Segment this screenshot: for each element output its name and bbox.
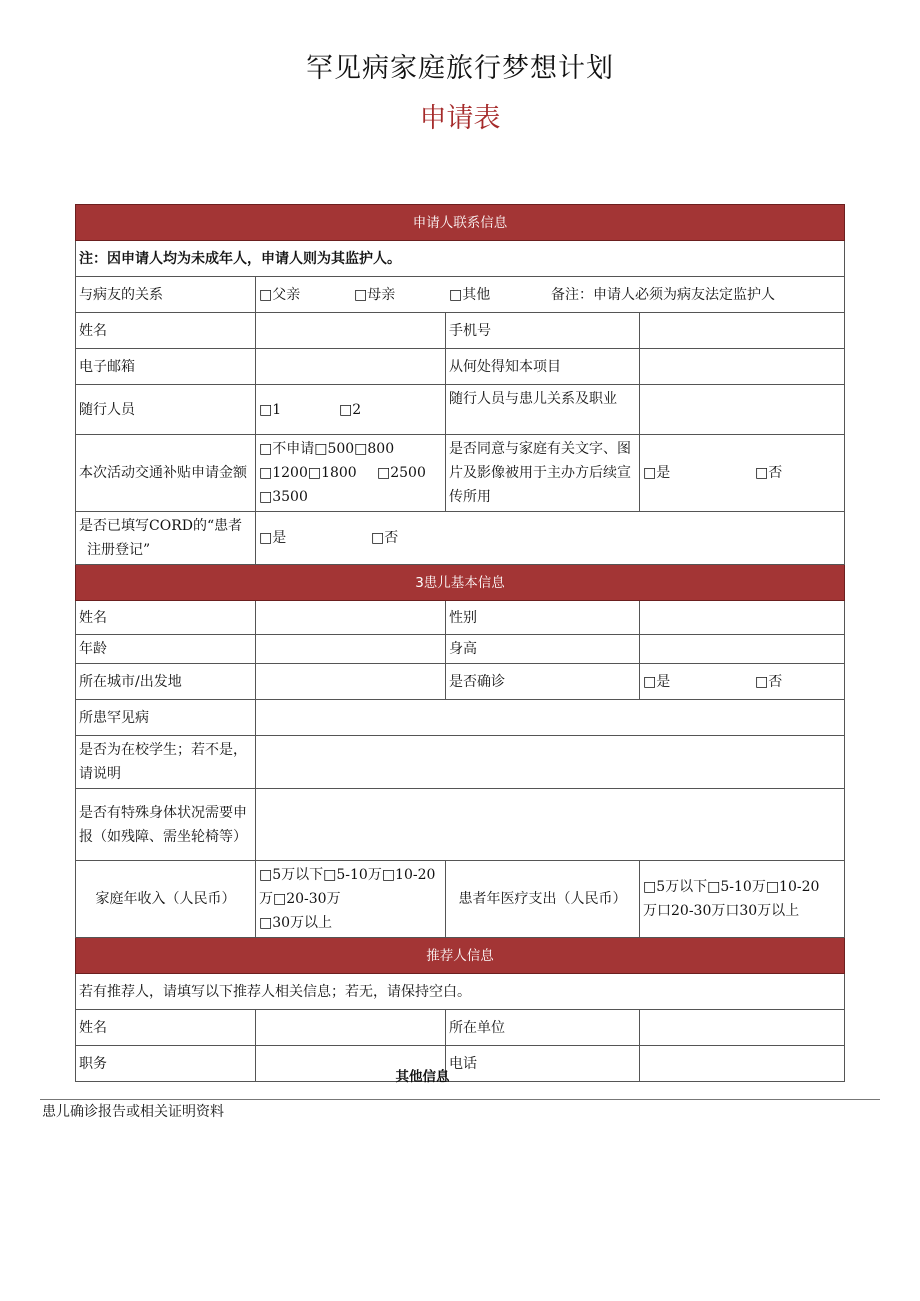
section-header-contact: 申请人联系信息	[76, 205, 845, 241]
age-label: 年龄	[76, 635, 256, 664]
referrer-name-label: 姓名	[76, 1010, 256, 1046]
subsidy-3500-checkbox[interactable]: □3500	[259, 489, 308, 505]
medical-expense-label: 患者年医疗支出（人民币）	[446, 861, 640, 938]
subsidy-label: 本次活动交通补贴申请金额	[76, 435, 256, 512]
referrer-name-field[interactable]	[256, 1010, 446, 1046]
email-label: 电子邮箱	[76, 349, 256, 385]
referrer-unit-label: 所在单位	[446, 1010, 640, 1046]
consent-label: 是否同意与家庭有关文字、图片及影像被用于主办方后续宣传所用	[446, 435, 640, 512]
special-condition-label: 是否有特殊身体状况需要申报（如残障、需坐轮椅等）	[76, 789, 256, 861]
income-options-line-3[interactable]: □30万以上	[259, 915, 333, 931]
consent-no-checkbox[interactable]: □否	[755, 465, 783, 481]
age-field[interactable]	[256, 635, 446, 664]
other-info-title: 其他信息	[395, 1069, 450, 1085]
height-field[interactable]	[640, 635, 845, 664]
income-options-line-1[interactable]: □5万以下□5-10万□10-20	[259, 867, 436, 883]
referrer-note: 若有推荐人，请填写以下推荐人相关信息；若无，请保持空白。	[76, 974, 845, 1010]
email-field[interactable]	[256, 349, 446, 385]
income-options-line-2[interactable]: 万□20-30万	[259, 891, 341, 907]
income-label: 家庭年收入（人民币）	[76, 861, 256, 938]
referrer-position-label: 职务	[76, 1046, 256, 1082]
applicant-phone-label: 手机号	[446, 313, 640, 349]
applicant-phone-field[interactable]	[640, 313, 845, 349]
cord-no-checkbox[interactable]: □否	[371, 530, 399, 546]
consent-yes-checkbox[interactable]: □是	[643, 465, 671, 481]
relation-other-checkbox[interactable]: □其他	[449, 286, 491, 303]
subsidy-2500-checkbox[interactable]: □2500	[377, 465, 426, 481]
companion-relation-field[interactable]	[640, 385, 845, 435]
companion-2-checkbox[interactable]: □2	[339, 401, 362, 418]
subsidy-options-line-2a[interactable]: □1200□1800	[259, 465, 357, 481]
income-options	[256, 861, 446, 938]
city-label: 所在城市/出发地	[76, 664, 256, 700]
relation-label: 与病友的关系	[76, 277, 256, 313]
section-header-patient: 3患儿基本信息	[76, 565, 845, 601]
medical-options-line-2[interactable]: 万口20-30万口30万以上	[643, 903, 800, 919]
patient-name-field[interactable]	[256, 601, 446, 635]
medical-options-line-1[interactable]: □5万以下□5-10万□10-20	[643, 879, 820, 895]
cord-yes-checkbox[interactable]: □是	[259, 530, 287, 546]
subsidy-options	[256, 435, 446, 512]
student-label: 是否为在校学生；若不是，请说明	[76, 736, 256, 789]
medical-expense-options	[640, 861, 845, 938]
companion-relation-label: 随行人员与患儿关系及职业	[446, 385, 640, 435]
gender-field[interactable]	[640, 601, 845, 635]
applicant-name-field[interactable]	[256, 313, 446, 349]
consent-options	[640, 435, 845, 512]
patient-name-label: 姓名	[76, 601, 256, 635]
guardian-note: 注：因申请人均为未成年人，申请人则为其监护人。	[76, 241, 845, 277]
diagnosed-no-checkbox[interactable]: □否	[755, 673, 783, 690]
special-condition-field[interactable]	[256, 789, 845, 861]
height-label: 身高	[446, 635, 640, 664]
diagnosis-report-label: 患儿确诊报告或相关证明资料	[42, 1104, 224, 1120]
gender-label: 性别	[446, 601, 640, 635]
diagnosed-options	[640, 664, 845, 700]
cord-label-line-2: 注册登记”	[87, 542, 151, 558]
relation-remark: 备注：申请人必须为病友法定监护人	[551, 286, 775, 303]
cord-registration-label	[76, 512, 256, 565]
disease-field[interactable]	[256, 700, 845, 736]
diagnosed-yes-checkbox[interactable]: □是	[643, 673, 671, 690]
source-field[interactable]	[640, 349, 845, 385]
section-header-referrer: 推荐人信息	[76, 938, 845, 974]
referrer-phone-label: 电话	[446, 1046, 640, 1082]
divider	[40, 1099, 880, 1100]
city-field[interactable]	[256, 664, 446, 700]
companion-label: 随行人员	[76, 385, 256, 435]
student-field[interactable]	[256, 736, 845, 789]
page-title: 罕见病家庭旅行梦想计划	[306, 53, 614, 84]
application-form	[75, 204, 845, 1082]
subsidy-options-line-1[interactable]: □不申请□500□800	[259, 441, 395, 457]
source-label: 从何处得知本项目	[446, 349, 640, 385]
referrer-unit-field[interactable]	[640, 1010, 845, 1046]
diagnosed-label: 是否确诊	[446, 664, 640, 700]
companion-options	[256, 385, 446, 435]
relation-father-checkbox[interactable]: □父亲	[259, 286, 301, 303]
companion-1-checkbox[interactable]: □1	[259, 401, 282, 418]
applicant-name-label: 姓名	[76, 313, 256, 349]
relation-mother-checkbox[interactable]: □母亲	[354, 286, 396, 303]
relation-options	[256, 277, 845, 313]
cord-label-line-1: 是否已填写CORD的“患者	[79, 518, 243, 534]
page-subtitle: 申请表	[419, 103, 501, 134]
disease-label: 所患罕见病	[76, 700, 256, 736]
cord-options	[256, 512, 845, 565]
